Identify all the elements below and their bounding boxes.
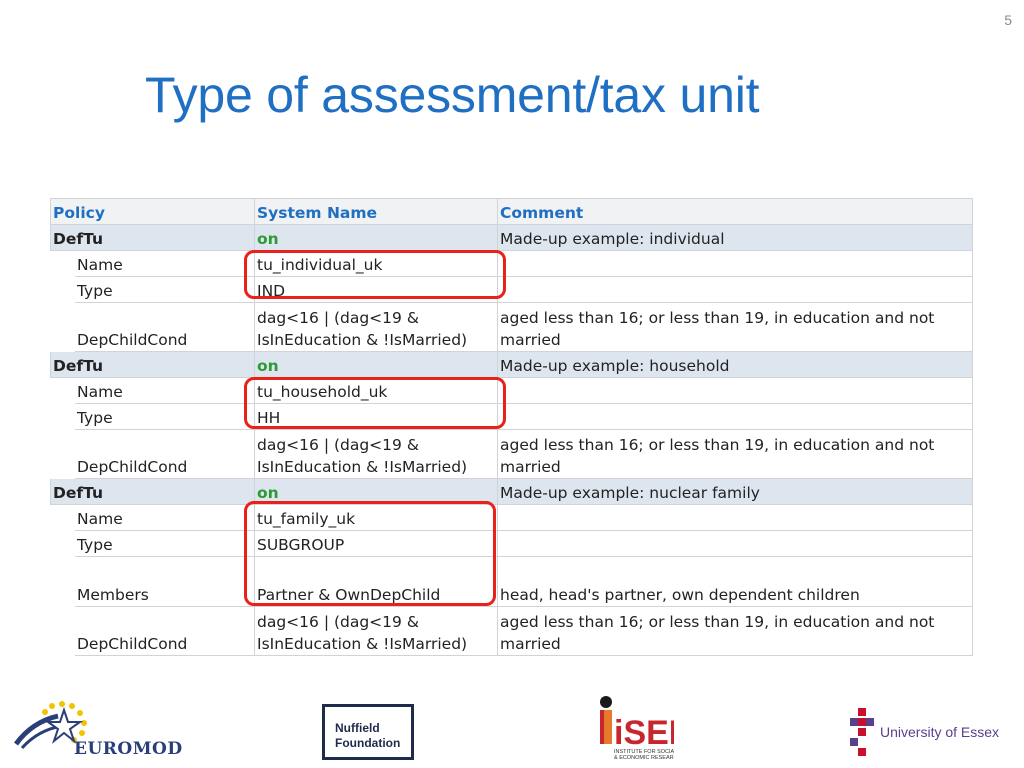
euromod-logo-text: EUROMOD xyxy=(74,739,183,759)
table-row xyxy=(51,404,973,430)
indent-cell xyxy=(51,404,75,430)
nuffield-line-1: Nuffield xyxy=(335,721,380,735)
param-value: IND xyxy=(255,277,498,303)
param-comment: head, head's partner, own dependent children xyxy=(498,557,973,607)
table-row xyxy=(51,531,973,557)
param-label: Name xyxy=(75,251,255,277)
value-line: dag<16 | (dag<19 & xyxy=(257,436,419,454)
comment-line: married xyxy=(500,331,561,349)
param-value: SUBGROUP xyxy=(255,531,498,557)
param-value xyxy=(255,607,498,656)
essex-logo-text: University of Essex xyxy=(880,724,1000,740)
param-value: HH xyxy=(255,404,498,430)
table-row xyxy=(51,277,973,303)
param-comment xyxy=(498,277,973,303)
policy-cell: DefTu xyxy=(51,352,255,378)
param-value: tu_household_uk xyxy=(255,378,498,404)
param-label: Members xyxy=(75,557,255,607)
table-row xyxy=(51,430,973,479)
indent-cell xyxy=(51,251,75,277)
table-row xyxy=(51,378,973,404)
comment-line: married xyxy=(500,458,561,476)
table-row xyxy=(51,251,973,277)
param-value: tu_family_uk xyxy=(255,505,498,531)
iser-logo xyxy=(594,694,674,764)
table-row xyxy=(51,505,973,531)
system-cell: on xyxy=(255,225,498,251)
param-label: DepChildCond xyxy=(75,607,255,656)
param-comment xyxy=(498,505,973,531)
indent-cell xyxy=(51,430,75,479)
indent-cell xyxy=(51,607,75,656)
param-value: Partner & OwnDepChild xyxy=(255,557,498,607)
iser-subline-2: & ECONOMIC RESEAR xyxy=(614,755,674,761)
essex-mark-icon xyxy=(850,708,876,756)
param-value xyxy=(255,430,498,479)
param-label: DepChildCond xyxy=(75,303,255,352)
param-comment xyxy=(498,251,973,277)
indent-cell xyxy=(51,378,75,404)
value-line: IsInEducation & !IsMarried) xyxy=(257,458,468,476)
table-row xyxy=(51,557,973,607)
comment-line: married xyxy=(500,635,561,653)
param-label: Type xyxy=(75,404,255,430)
iser-subline-1: INSTITUTE FOR SOCIAL xyxy=(614,749,674,755)
essex-logo xyxy=(850,708,876,756)
comment-cell: Made-up example: nuclear family xyxy=(498,479,973,505)
param-comment xyxy=(498,531,973,557)
param-label: DepChildCond xyxy=(75,430,255,479)
nuffield-line-2: Foundation xyxy=(335,736,401,750)
param-comment xyxy=(498,303,973,352)
comment-line: aged less than 16; or less than 19, in education and not xyxy=(500,309,935,327)
comment-line: aged less than 16; or less than 19, in education and not xyxy=(500,436,935,454)
comment-cell: Made-up example: individual xyxy=(498,225,973,251)
comment-line: aged less than 16; or less than 19, in education and not xyxy=(500,613,935,631)
table-row xyxy=(51,607,973,656)
table-header-row xyxy=(51,199,973,225)
policy-cell: DefTu xyxy=(51,225,255,251)
system-cell: on xyxy=(255,479,498,505)
value-line: IsInEducation & !IsMarried) xyxy=(257,331,468,349)
param-label: Type xyxy=(75,531,255,557)
param-comment xyxy=(498,404,973,430)
param-value: tu_individual_uk xyxy=(255,251,498,277)
param-label: Name xyxy=(75,505,255,531)
slide-title: Type of assessment/tax unit xyxy=(145,67,760,123)
header-system-name: System Name xyxy=(255,199,498,225)
nuffield-logo xyxy=(322,704,414,760)
table-row xyxy=(51,303,973,352)
deftu-row xyxy=(51,225,973,251)
header-policy: Policy xyxy=(51,199,255,225)
param-comment xyxy=(498,607,973,656)
value-line: dag<16 | (dag<19 & xyxy=(257,613,419,631)
value-line: dag<16 | (dag<19 & xyxy=(257,309,419,327)
param-label: Type xyxy=(75,277,255,303)
deftu-row xyxy=(51,479,973,505)
deftu-table xyxy=(50,198,973,656)
deftu-row xyxy=(51,352,973,378)
param-comment xyxy=(498,378,973,404)
indent-cell xyxy=(51,277,75,303)
indent-cell xyxy=(51,557,75,607)
iser-letters: iSE xyxy=(614,714,669,752)
iser-figure-icon xyxy=(594,694,674,764)
comment-cell: Made-up example: household xyxy=(498,352,973,378)
slide-number: 5 xyxy=(1004,12,1012,28)
system-cell: on xyxy=(255,352,498,378)
indent-cell xyxy=(51,531,75,557)
indent-cell xyxy=(51,303,75,352)
value-line: IsInEducation & !IsMarried) xyxy=(257,635,468,653)
param-value xyxy=(255,303,498,352)
param-label: Name xyxy=(75,378,255,404)
indent-cell xyxy=(51,505,75,531)
param-comment xyxy=(498,430,973,479)
policy-cell: DefTu xyxy=(51,479,255,505)
header-comment: Comment xyxy=(498,199,973,225)
